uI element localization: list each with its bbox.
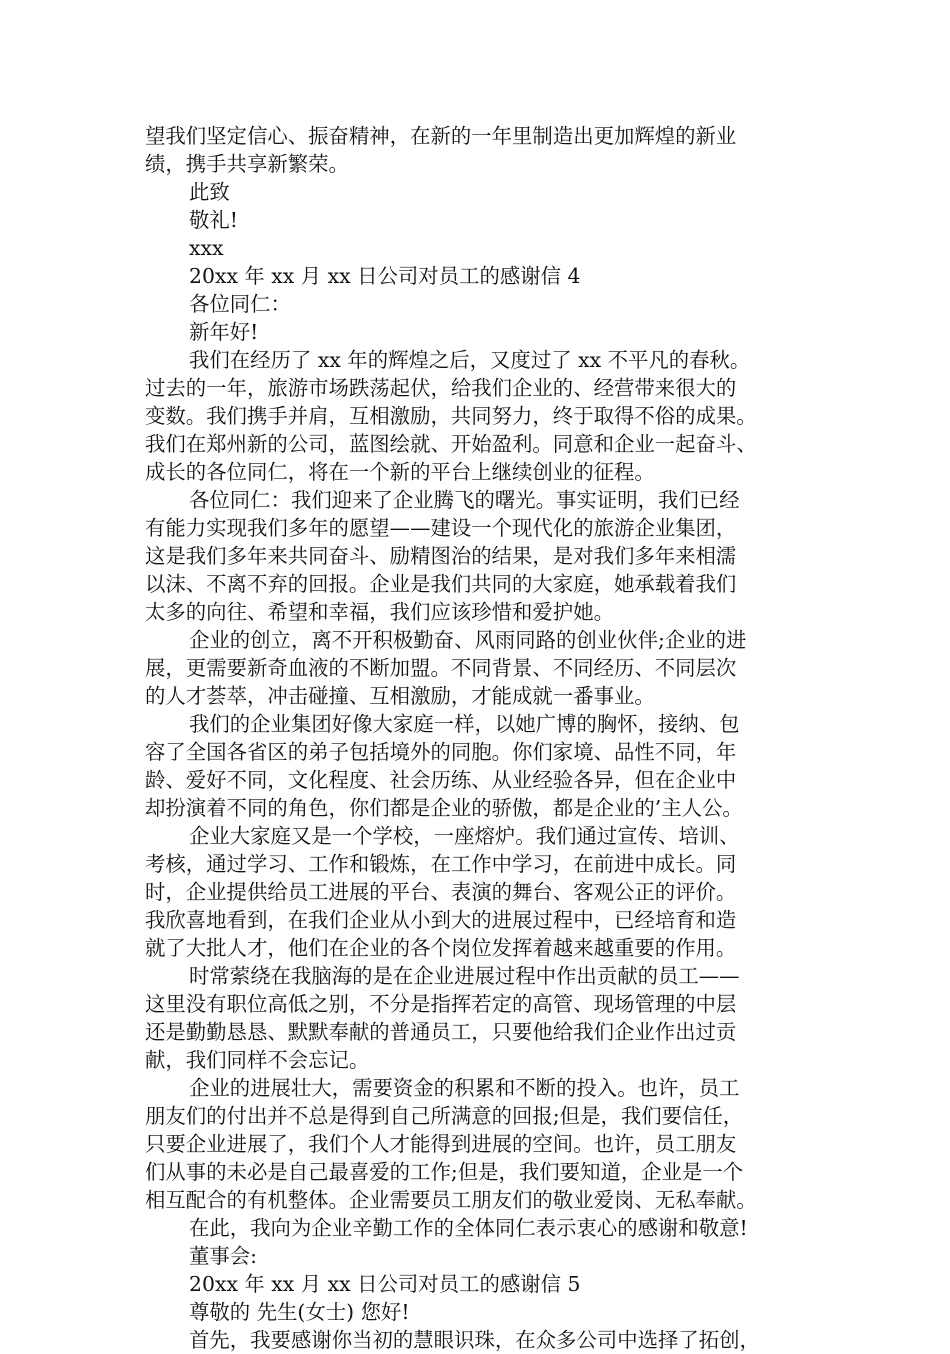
text-line: 这是我们多年来共同奋斗、励精图治的结果，是对我们多年来相濡 bbox=[145, 544, 737, 568]
text-line: 展，更需要新奇血液的不断加盟。不同背景、不同经历、不同层次 bbox=[145, 656, 737, 680]
text-line: 龄、爱好不同，文化程度、社会历练、从业经验各异，但在企业中 bbox=[145, 768, 737, 792]
text-line: 董事会: bbox=[189, 1244, 258, 1268]
text-line: 望我们坚定信心、振奋精神，在新的一年里制造出更加辉煌的新业 bbox=[145, 124, 737, 148]
text-line: 敬礼! bbox=[189, 208, 238, 232]
text-line: 企业的创立，离不开积极勤奋、风雨同路的创业伙伴;企业的进 bbox=[189, 628, 747, 652]
text-line: xxx bbox=[189, 236, 224, 260]
text-line: 我欣喜地看到，在我们企业从小到大的进展过程中，已经培育和造 bbox=[145, 908, 737, 932]
text-line: 的人才荟萃，冲击碰撞、互相激励，才能成就一番事业。 bbox=[145, 684, 655, 708]
text-line: 们从事的未必是自己最喜爱的工作;但是，我们要知道，企业是一个 bbox=[145, 1160, 744, 1184]
text-line: 在此，我向为企业辛勤工作的全体同仁表示衷心的感谢和敬意! bbox=[189, 1216, 748, 1240]
text-line: 首先，我要感谢你当初的慧眼识珠，在众多公司中选择了拓创， bbox=[189, 1328, 760, 1352]
text-line: 新年好! bbox=[189, 320, 259, 344]
text-line: 只要企业进展了，我们个人才能得到进展的空间。也许，员工朋友 bbox=[145, 1132, 737, 1156]
text-line: 此致 bbox=[189, 180, 230, 204]
text-line: 各位同仁：我们迎来了企业腾飞的曙光。事实证明，我们已经 bbox=[189, 488, 740, 512]
text-line: 有能力实现我们多年的愿望——建设一个现代化的旅游企业集团， bbox=[145, 516, 737, 540]
text-line: 时常萦绕在我脑海的是在企业进展过程中作出贡献的员工—— bbox=[189, 964, 740, 988]
text-line: 朋友们的付出并不总是得到自己所满意的回报;但是，我们要信任， bbox=[145, 1104, 744, 1128]
text-line: 献，我们同样不会忘记。 bbox=[145, 1048, 370, 1072]
text-line: 20xx 年 xx 月 xx 日公司对员工的感谢信 5 bbox=[189, 1272, 581, 1296]
document-body bbox=[145, 122, 825, 1354]
text-line: 考核，通过学习、工作和锻炼，在工作中学习，在前进中成长。同 bbox=[145, 852, 737, 876]
text-line: 就了大批人才，他们在企业的各个岗位发挥着越来越重要的作用。 bbox=[145, 936, 737, 960]
text-line: 各位同仁： bbox=[189, 292, 291, 316]
text-line: 成长的各位同仁，将在一个新的平台上继续创业的征程。 bbox=[145, 460, 655, 484]
text-line: 我们在经历了 xx 年的辉煌之后，又度过了 xx 不平凡的春秋。 bbox=[189, 348, 751, 372]
text-line: 我们在郑州新的公司，蓝图绘就、开始盈利。同意和企业一起奋斗、 bbox=[145, 432, 757, 456]
text-line: 变数。我们携手并肩，互相激励，共同努力，终于取得不俗的成果。 bbox=[145, 404, 757, 428]
text-line: 容了全国各省区的弟子包括境外的同胞。你们家境、品性不同，年 bbox=[145, 740, 737, 764]
text-line: 企业大家庭又是一个学校，一座熔炉。我们通过宣传、培训、 bbox=[189, 824, 740, 848]
text-line: 以沫、不离不弃的回报。企业是我们共同的大家庭，她承载着我们 bbox=[145, 572, 737, 596]
text-line: 还是勤勤恳恳、默默奉献的普通员工，只要他给我们企业作出过贡 bbox=[145, 1020, 737, 1044]
text-line: 相互配合的有机整体。企业需要员工朋友们的敬业爱岗、无私奉献。 bbox=[145, 1188, 757, 1212]
text-line: 太多的向往、希望和幸福，我们应该珍惜和爱护她。 bbox=[145, 600, 614, 624]
text-line: 却扮演着不同的角色，你们都是企业的骄傲，都是企业的’主人公。 bbox=[145, 796, 743, 820]
text-line: 时，企业提供给员工进展的平台、表演的舞台、客观公正的评价。 bbox=[145, 880, 737, 904]
text-line: 这里没有职位高低之别，不分是指挥若定的高管、现场管理的中层 bbox=[145, 992, 737, 1016]
text-line: 绩，携手共享新繁荣。 bbox=[145, 152, 349, 176]
text-line: 尊敬的 先生(女士) 您好! bbox=[189, 1300, 410, 1324]
text-line: 20xx 年 xx 月 xx 日公司对员工的感谢信 4 bbox=[189, 264, 581, 288]
text-line: 我们的企业集团好像大家庭一样，以她广博的胸怀，接纳、包 bbox=[189, 712, 740, 736]
text-line: 过去的一年，旅游市场跌荡起伏，给我们企业的、经营带来很大的 bbox=[145, 376, 737, 400]
text-line: 企业的进展壮大，需要资金的积累和不断的投入。也许，员工 bbox=[189, 1076, 740, 1100]
